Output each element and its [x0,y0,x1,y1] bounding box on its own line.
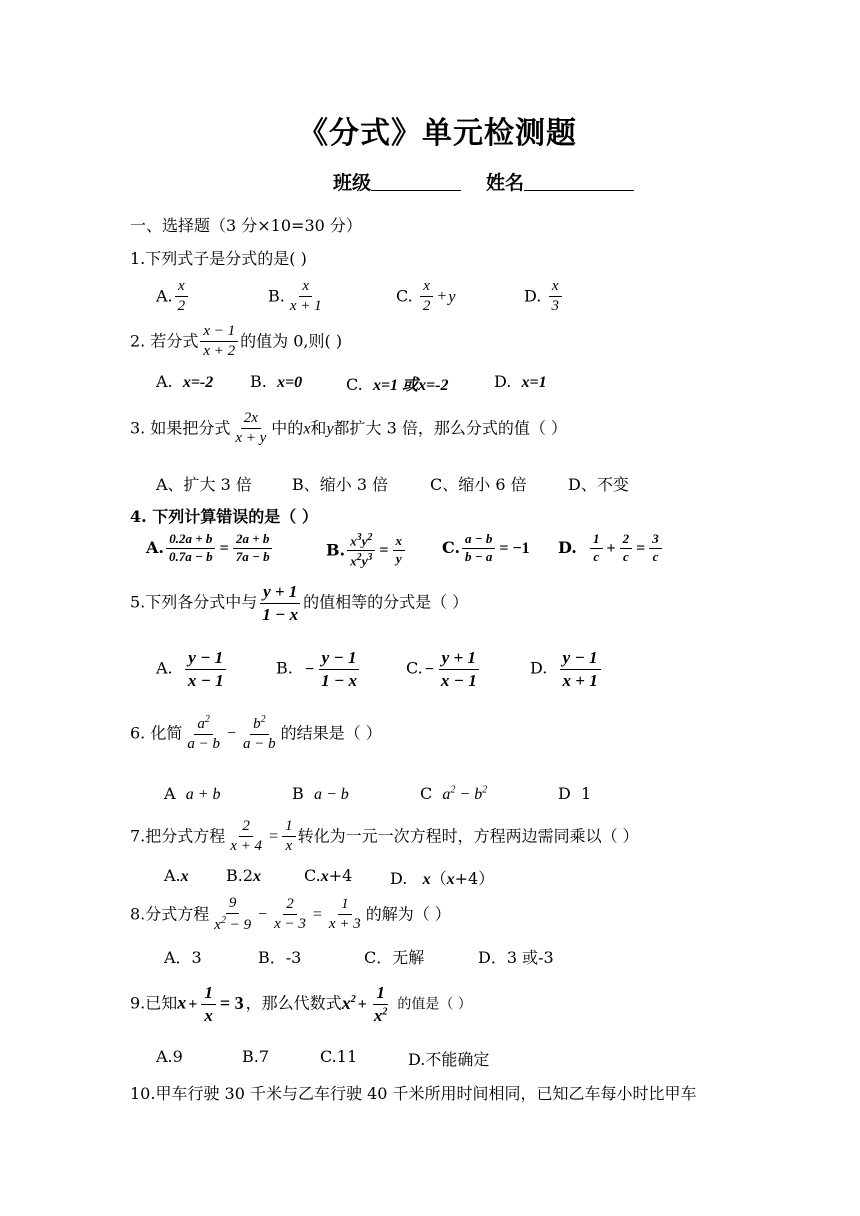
q5-option-d[interactable]: D. $\frac{y - 1}{x + 1}$ [530,648,603,690]
q7-option-a[interactable]: A.x [164,866,189,885]
name-blank[interactable] [524,172,634,191]
q5-fraction: $\frac{y + 1}{1 - x}$ [259,582,301,624]
q6-option-d[interactable]: D 1 [558,784,592,803]
q8-option-d[interactable]: D．3 或-3 [478,948,554,967]
q1-option-a[interactable]: A. $\frac{x}{2}$ [156,278,190,316]
q3-fraction: $\frac{2x}{x + y}$ [235,410,267,447]
q4-option-c[interactable]: C. $\frac{a - b}{b - a}$ = −1 [442,531,530,564]
q1-option-d[interactable]: D. $\frac{x}{3}$ [524,278,564,316]
question-9: 9.已知x + $\frac{1}{x}$ = 3 ，那么代数式$x^2$ + $\frac{1}{x^2}$ 的值是（ ） [130,983,472,1025]
q1-c-fraction: $\frac{x}{2}$ [420,278,434,316]
q2-option-c[interactable]: C. x=1 或x=-2 [346,375,449,394]
question-1: 1.下列式子是分式的是( ) [130,249,307,268]
q5-option-b[interactable]: B. − $\frac{y - 1}{1 - x}$ [276,648,362,690]
q6-option-b[interactable]: B a − b [292,784,349,803]
q9-option-d[interactable]: D.不能确定 [408,1050,490,1069]
q2-option-a[interactable]: A. x=-2 [156,372,214,391]
question-10: 10.甲车行驶 30 千米与乙车行驶 40 千米所用时间相同，已知乙车每小时比甲车 [130,1084,697,1103]
q9-option-b[interactable]: B.7 [242,1047,270,1066]
q4-option-d[interactable]: D. $\frac{1}{c}$ + $\frac{2}{c}$ = $\frac{3}{c}$ [558,532,664,565]
q3-option-a[interactable]: A、扩大 3 倍 [156,475,252,494]
q8-option-c[interactable]: C．无解 [364,948,425,967]
class-field [333,168,461,195]
question-6: 6. 化简 $\frac{a^2}{a - b}$ − $\frac{b^2}{a - b}$ 的结果是（ ） [130,714,382,753]
q1-b-fraction: $\frac{x}{x + 1}$ [289,278,322,315]
question-3: 3. 如果把分式 $\frac{2x}{x + y}$ 中的x和y都扩大 3 倍，那么分式的值（ ） [130,410,567,447]
page-title: 《分式》单元检测题 [298,116,577,151]
question-7: 7.把分式方程 $\frac{2}{x + 4}$ = $\frac{1}{x}$ 转化为一元一次方程时，方程两边需同乘以（ ） [130,818,639,855]
q4-option-a[interactable]: A. $\frac{0.2a + b}{0.7a - b}$ = $\frac{2a + b}{7a - b}$ [146,532,275,565]
name-label: 姓名 [486,172,525,194]
q9-option-c[interactable]: C.11 [320,1047,358,1066]
q7-option-c[interactable]: C.x+4 [304,866,353,885]
q2-fraction: $\frac{x - 1}{x + 2}$ [200,323,238,361]
q3-option-b[interactable]: B、缩小 3 倍 [292,475,389,494]
question-5: 5.下列各分式中与 $\frac{y + 1}{1 - x}$ 的值相等的分式是（ ） [130,582,469,624]
q6-option-c[interactable]: C $a^2 - b^2$ [420,784,488,803]
question-2: 2. 若分式 $\frac{x - 1}{x + 2}$ 的值为 0,则( ) [130,323,343,360]
q9-option-a[interactable]: A.9 [156,1047,183,1066]
q4-option-b[interactable]: B. $\frac{x^3y^2}{x^2y^3}$ = $\frac{x}{y}$ [326,532,407,570]
q6-option-a[interactable]: A a + b [164,784,221,803]
q7-option-d[interactable]: D. x（x+4） [390,869,495,888]
question-4: 4. 下列计算错误的是（ ） [130,507,318,526]
q8-option-a[interactable]: A．3 [164,948,202,967]
name-field [486,168,634,195]
q5-option-a[interactable]: A. $\frac{y - 1}{x - 1}$ [156,648,229,690]
q7-option-b[interactable]: B.2x [226,866,262,885]
q1-option-c[interactable]: C. $\frac{x}{2}$ + y [396,278,456,315]
q1-option-b[interactable]: B. $\frac{x}{x + 1}$ [268,278,327,316]
class-blank[interactable] [371,172,461,191]
q5-option-c[interactable]: C. − $\frac{y + 1}{x - 1}$ [406,648,482,690]
class-label: 班级 [333,172,372,194]
q2-option-b[interactable]: B. x=0 [250,372,303,391]
question-8: 8.分式方程 $\frac{9}{x^2 - 9}$ − $\frac{2}{x - 3}$ = $\frac{1}{x + 3}$ 的解为（ ） [130,895,451,934]
q1-a-fraction: $\frac{x}{2}$ [175,278,189,316]
q8-option-b[interactable]: B．-3 [258,948,302,967]
q2-option-d[interactable]: D. x=1 [494,372,547,391]
q3-option-d[interactable]: D、不变 [568,475,629,494]
q3-option-c[interactable]: C、缩小 6 倍 [430,475,527,494]
q1-d-fraction: $\frac{x}{3}$ [548,278,562,316]
section-header: 一、选择题（3 分×10=30 分） [130,216,362,235]
